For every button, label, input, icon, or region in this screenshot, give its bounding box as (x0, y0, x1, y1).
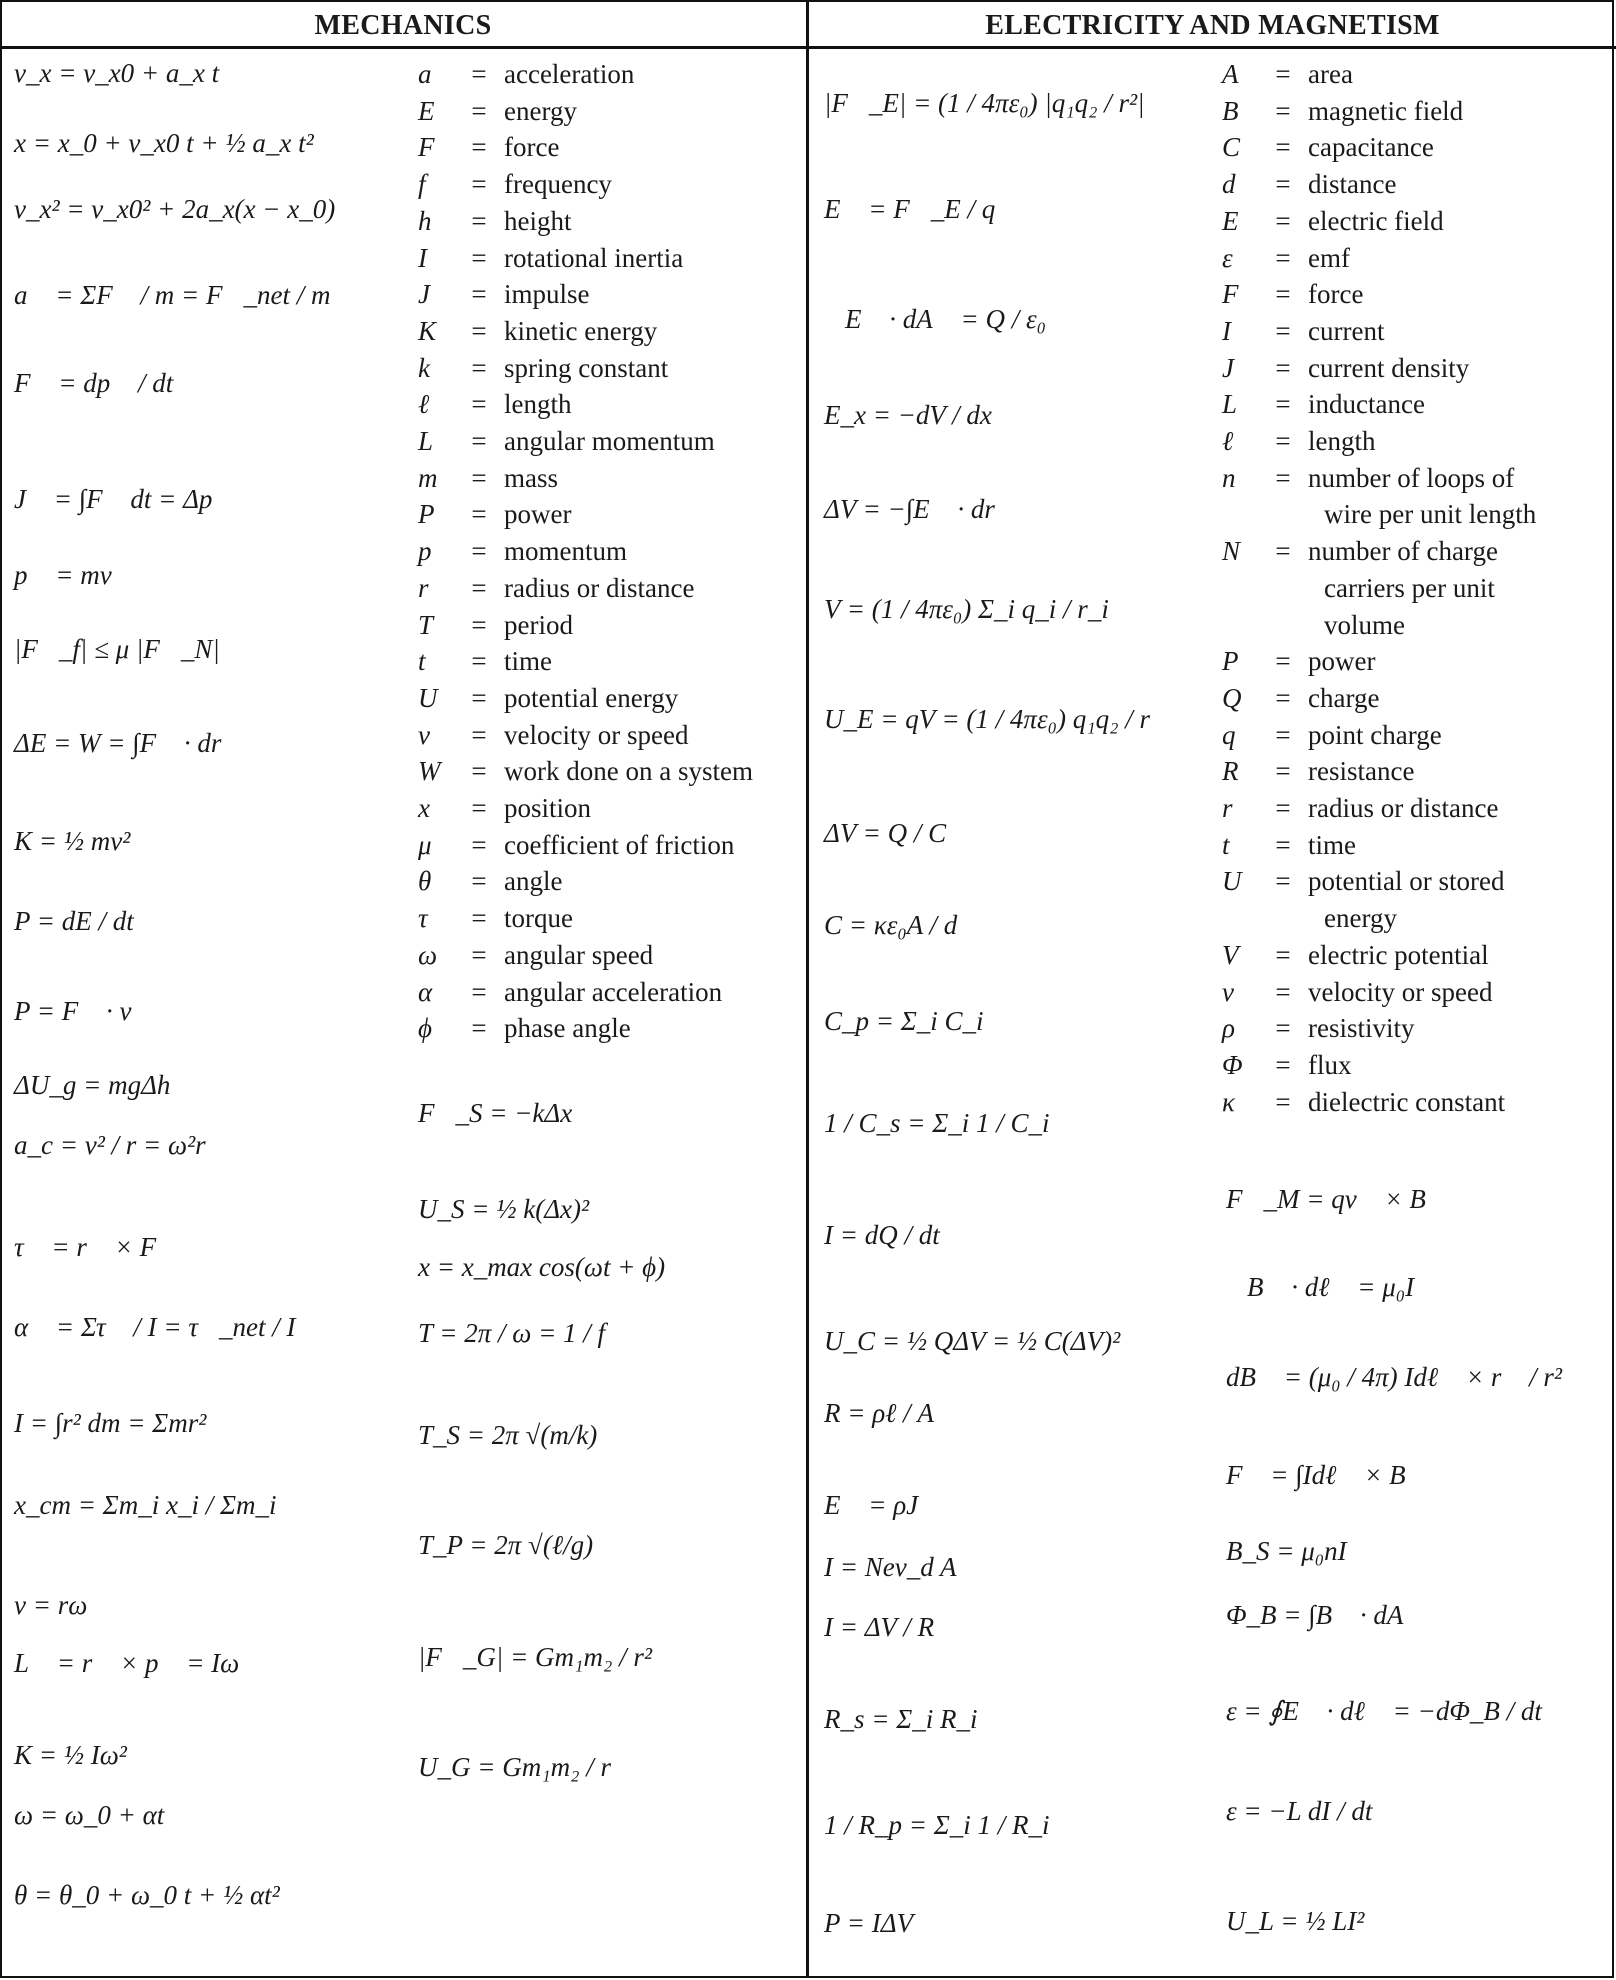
equation: I = ∫r² dm = Σmr² (14, 1408, 207, 1438)
variable-description: angular speed (504, 939, 654, 970)
equation: L⃗ = r⃗ × p⃗ = Iω⃗ (14, 1648, 261, 1678)
equals-sign: = (471, 866, 487, 897)
equals-sign: = (471, 315, 487, 346)
equation: |F⃗_f| ≤ μ |F⃗_N| (14, 634, 220, 664)
variable-symbol: T (418, 609, 434, 640)
equals-sign: = (471, 462, 487, 493)
equation: Φ_B = ∫B⃗ · dA⃗ (1226, 1600, 1425, 1630)
equals-sign: = (1275, 315, 1291, 346)
equals-sign: = (1275, 242, 1291, 273)
equation: C = κε₀A / d (824, 910, 958, 940)
equation: I = ΔV / R (824, 1612, 935, 1642)
variable-description: angular momentum (504, 426, 715, 456)
variable-description: momentum (504, 536, 627, 567)
equals-sign: = (471, 426, 487, 456)
variable-description: spring constant (504, 352, 669, 383)
variable-symbol: C (1222, 132, 1241, 163)
equals-sign: = (471, 536, 487, 567)
variable-symbol: U (418, 682, 438, 713)
variable-symbol: θ (418, 866, 432, 897)
variable-symbol: Q (1222, 682, 1242, 713)
variable-description: charge (1308, 682, 1380, 713)
equals-sign: = (1275, 829, 1291, 860)
equals-sign: = (471, 242, 487, 273)
equals-sign: = (471, 646, 487, 677)
equation: v_x = v_x0 + a_x t (14, 58, 220, 88)
variable-description: potential or stored (1308, 866, 1505, 897)
equation: V = (1 / 4πε₀) Σ_i q_i / r_i (824, 594, 1109, 624)
mechanics-header: MECHANICS (314, 10, 492, 41)
equals-sign: = (471, 682, 487, 713)
equals-sign: = (471, 389, 487, 420)
variable-symbol: I (1222, 315, 1231, 346)
equals-sign: = (1275, 1086, 1291, 1117)
variable-description: impulse (504, 279, 590, 310)
variable-description: force (1308, 279, 1364, 310)
variable-description: emf (1308, 242, 1350, 273)
variable-symbol: A (1222, 59, 1239, 89)
equals-sign: = (471, 829, 487, 860)
equals-sign: = (471, 279, 487, 310)
equation: ∮B⃗ · dℓ⃗ = μ₀I (1226, 1272, 1415, 1302)
equation: P = F⃗ · v⃗ (14, 996, 153, 1026)
equation: p⃗ = mv⃗ (14, 560, 133, 590)
variable-description-continued: energy (1324, 903, 1397, 934)
variable-symbol: r (1222, 793, 1233, 823)
variable-description: number of loops of (1308, 462, 1515, 493)
equation: dB⃗ = (μ₀ / 4π) Idℓ⃗ × r⃗ / r² (1226, 1362, 1562, 1392)
variable-symbol: Φ (1222, 1049, 1243, 1080)
equals-sign: = (1275, 719, 1291, 750)
equals-sign: = (471, 572, 487, 603)
equation: U_G = Gm₁m₂ / r (418, 1752, 611, 1782)
variable-description: distance (1308, 169, 1397, 200)
variable-description: kinetic energy (504, 315, 658, 346)
equation: B_S = μ₀nI (1226, 1536, 1347, 1566)
variable-symbol: K (418, 315, 437, 346)
variable-description: torque (504, 903, 573, 934)
equals-sign: = (471, 903, 487, 934)
variable-symbol: t (1222, 829, 1230, 860)
variable-symbol: n (1222, 462, 1236, 493)
equals-sign: = (471, 976, 487, 1007)
equation: v = rω (14, 1590, 88, 1620)
equation: 1 / R_p = Σ_i 1 / R_i (824, 1810, 1050, 1840)
equation: x_cm = Σm_i x_i / Σm_i (14, 1490, 277, 1520)
equals-sign: = (1275, 426, 1291, 456)
variable-description: position (504, 793, 592, 823)
variable-description: phase angle (504, 1013, 631, 1044)
variable-symbol: E (1222, 205, 1239, 236)
equation: ε = −L dI / dt (1226, 1796, 1373, 1826)
equals-sign: = (1275, 646, 1291, 677)
equation: E⃗ = F⃗_E / q (824, 194, 996, 224)
variable-symbol: t (418, 646, 426, 677)
variable-symbol: E (418, 95, 435, 126)
variable-description: radius or distance (504, 572, 695, 603)
equation: U_C = ½ QΔV = ½ C(ΔV)² (824, 1326, 1121, 1356)
variable-symbol: ℓ (418, 389, 430, 420)
variable-symbol: ε (1222, 242, 1233, 273)
variable-description-continued: volume (1324, 609, 1405, 640)
equals-sign: = (1275, 132, 1291, 163)
equals-sign: = (1275, 95, 1291, 126)
equation: 1 / C_s = Σ_i 1 / C_i (824, 1108, 1050, 1138)
variable-description: time (1308, 829, 1356, 860)
variable-symbol: h (418, 205, 432, 236)
equation: ω = ω_0 + αt (14, 1800, 165, 1830)
equals-sign: = (471, 939, 487, 970)
equals-sign: = (1275, 939, 1291, 970)
variable-symbol: ω (418, 939, 438, 970)
variable-description: resistance (1308, 756, 1415, 787)
equals-sign: = (1275, 1049, 1291, 1080)
variable-symbol: I (418, 242, 427, 273)
variable-description: radius or distance (1308, 793, 1499, 823)
variable-description: coefficient of friction (504, 829, 735, 860)
variable-description: electric potential (1308, 939, 1489, 970)
equation: x = x_0 + v_x0 t + ½ a_x t² (14, 128, 314, 158)
variable-symbol: W (418, 756, 441, 787)
variable-symbol: m (418, 462, 438, 493)
variable-symbol: B (1222, 95, 1239, 126)
variable-description: acceleration (504, 59, 635, 89)
equation: P = IΔV (824, 1908, 914, 1938)
variable-description: point charge (1308, 719, 1442, 750)
equation: E_x = −dV / dx (824, 400, 992, 430)
equation: U_E = qV = (1 / 4πε₀) q₁q₂ / r (824, 704, 1151, 734)
variable-symbol: J (418, 279, 430, 310)
equation: K = ½ Iω² (14, 1740, 127, 1770)
variable-symbol: μ (418, 829, 432, 860)
equation: ΔV = Q / C (824, 818, 947, 848)
variable-description: velocity or speed (504, 719, 689, 750)
equals-sign: = (1275, 1013, 1291, 1044)
variable-symbol: N (1222, 536, 1241, 567)
variable-symbol: U (1222, 866, 1242, 897)
equals-sign: = (1275, 279, 1291, 310)
equation: P = dE / dt (14, 906, 134, 936)
variable-symbol: ℓ (1222, 426, 1234, 456)
equation: U_L = ½ LI² (1226, 1906, 1365, 1936)
variable-description: potential energy (504, 682, 679, 713)
equation: C_p = Σ_i C_i (824, 1006, 984, 1036)
variable-symbol: v (1222, 976, 1234, 1007)
variable-description: height (504, 205, 572, 236)
column-divider (806, 0, 809, 1978)
variable-description: length (504, 389, 572, 420)
variable-symbol: P (1222, 646, 1239, 677)
variable-symbol: k (418, 352, 430, 383)
variable-symbol: v (418, 719, 430, 750)
equation: K = ½ mv² (14, 826, 131, 856)
variable-description: capacitance (1308, 132, 1434, 163)
equation: F⃗_M = qv⃗ × B⃗ (1226, 1184, 1447, 1214)
variable-symbol: J (1222, 352, 1234, 383)
variable-description: velocity or speed (1308, 976, 1493, 1007)
equals-sign: = (471, 59, 487, 89)
variable-symbol: P (418, 499, 435, 530)
equals-sign: = (1275, 59, 1291, 89)
equation: ΔV = −∫E⃗ · dr⃗ (824, 494, 1016, 524)
equation: ∮E⃗ · dA⃗ = Q / ε₀ (824, 304, 1046, 334)
equation: a⃗ = ΣF⃗ / m = F⃗_net / m (14, 280, 331, 310)
equals-sign: = (471, 609, 487, 640)
equals-sign: = (1275, 169, 1291, 200)
equals-sign: = (471, 756, 487, 787)
variable-description: power (504, 499, 572, 530)
equals-sign: = (1275, 352, 1291, 383)
variable-symbol: q (1222, 719, 1236, 750)
variable-description: force (504, 132, 560, 163)
variable-symbol: F (1222, 279, 1239, 310)
variable-description: rotational inertia (504, 242, 684, 273)
equation: τ⃗ = r⃗ × F⃗ (14, 1232, 178, 1262)
variable-description: angular acceleration (504, 976, 723, 1007)
equals-sign: = (1275, 756, 1291, 787)
equals-sign: = (471, 1013, 487, 1044)
equals-sign: = (1275, 793, 1291, 823)
variable-description: inductance (1308, 389, 1425, 420)
equals-sign: = (1275, 205, 1291, 236)
variable-description: electric field (1308, 205, 1444, 236)
variable-symbol: d (1222, 169, 1236, 200)
variable-symbol: α (418, 976, 433, 1007)
equation: E⃗ = ρJ⃗ (824, 1490, 940, 1520)
variable-description: dielectric constant (1308, 1086, 1506, 1117)
variable-description: current (1308, 315, 1385, 346)
variable-description: period (504, 609, 573, 640)
variable-symbol: p (418, 536, 432, 567)
equation: R = ρℓ / A (824, 1398, 934, 1428)
equals-sign: = (1275, 682, 1291, 713)
variable-symbol: ϕ (418, 1013, 432, 1044)
equation: ΔE = W = ∫F⃗ · dr⃗ (14, 728, 243, 758)
variable-description: work done on a system (504, 756, 753, 787)
variable-description: mass (504, 462, 558, 493)
variable-description-continued: carriers per unit (1324, 572, 1495, 603)
equals-sign: = (1275, 866, 1291, 897)
equation: R_s = Σ_i R_i (824, 1704, 978, 1734)
variable-symbol: R (1222, 756, 1239, 787)
variable-symbol: τ (418, 903, 428, 934)
equals-sign: = (471, 205, 487, 236)
variable-description: current density (1308, 352, 1470, 383)
equation: a_c = v² / r = ω²r (14, 1130, 206, 1160)
equals-sign: = (471, 95, 487, 126)
equation: v_x² = v_x0² + 2a_x(x − x_0) (14, 194, 336, 224)
equals-sign: = (471, 793, 487, 823)
variable-symbol: κ (1222, 1086, 1235, 1117)
equation: ΔU_g = mgΔh (14, 1070, 171, 1100)
equation: |F⃗_E| = (1 / 4πε₀) |q₁q₂ / r²| (824, 88, 1145, 118)
variable-symbol: ρ (1222, 1013, 1235, 1044)
equation: |F⃗_G| = Gm₁m₂ / r² (418, 1642, 652, 1672)
variable-symbol: L (418, 426, 434, 456)
equation: F⃗ = dp⃗ / dt (14, 368, 174, 398)
equation: T_P = 2π √(ℓ/g) (418, 1530, 594, 1560)
variable-symbol: a (418, 59, 432, 89)
variable-description: time (504, 646, 552, 677)
variable-symbol: r (418, 572, 429, 603)
equation: F⃗_S = −kΔx⃗ (418, 1098, 594, 1128)
variable-description: angle (504, 866, 563, 897)
equals-sign: = (1275, 976, 1291, 1007)
equation: T_S = 2π √(m/k) (418, 1420, 598, 1450)
variable-description: length (1308, 426, 1376, 456)
equals-sign: = (471, 132, 487, 163)
variable-description: magnetic field (1308, 95, 1464, 126)
variable-description: resistivity (1308, 1013, 1415, 1044)
variable-description: number of charge (1308, 536, 1498, 567)
header-divider (0, 46, 1616, 49)
em-header: ELECTRICITY AND MAGNETISM (985, 10, 1440, 41)
equals-sign: = (1275, 462, 1291, 493)
variable-description: area (1308, 59, 1353, 89)
variable-symbol: F (418, 132, 435, 163)
equation: I = Nev_d A (824, 1552, 957, 1582)
equals-sign: = (471, 352, 487, 383)
variable-description-continued: wire per unit length (1324, 499, 1537, 530)
equation: T = 2π / ω = 1 / f (418, 1318, 606, 1348)
variable-description: frequency (504, 169, 612, 200)
variable-symbol: L (1222, 389, 1238, 420)
equals-sign: = (471, 719, 487, 750)
equation: ε = ∮E⃗ · dℓ⃗ = −dΦ_B / dt (1226, 1696, 1542, 1726)
equation: J⃗ = ∫F⃗ dt = Δp⃗ (14, 484, 234, 514)
variable-symbol: f (418, 169, 426, 200)
variable-description: flux (1308, 1049, 1352, 1080)
variable-symbol: x (418, 793, 430, 823)
variable-symbol: V (1222, 939, 1239, 970)
equals-sign: = (471, 499, 487, 530)
equation: α⃗ = Στ⃗ / I = τ⃗_net / I (14, 1312, 296, 1342)
variable-description: power (1308, 646, 1376, 677)
variable-description: energy (504, 95, 577, 126)
equals-sign: = (471, 169, 487, 200)
equation: U_S = ½ k(Δx)² (418, 1194, 590, 1224)
equation: x = x_max cos(ωt + ϕ) (418, 1252, 666, 1282)
equation: I = dQ / dt (824, 1220, 940, 1250)
equals-sign: = (1275, 389, 1291, 420)
equals-sign: = (1275, 536, 1291, 567)
equation: F⃗ = ∫Idℓ⃗ × B⃗ (1226, 1460, 1427, 1490)
equation: θ = θ_0 + ω_0 t + ½ αt² (14, 1880, 280, 1910)
